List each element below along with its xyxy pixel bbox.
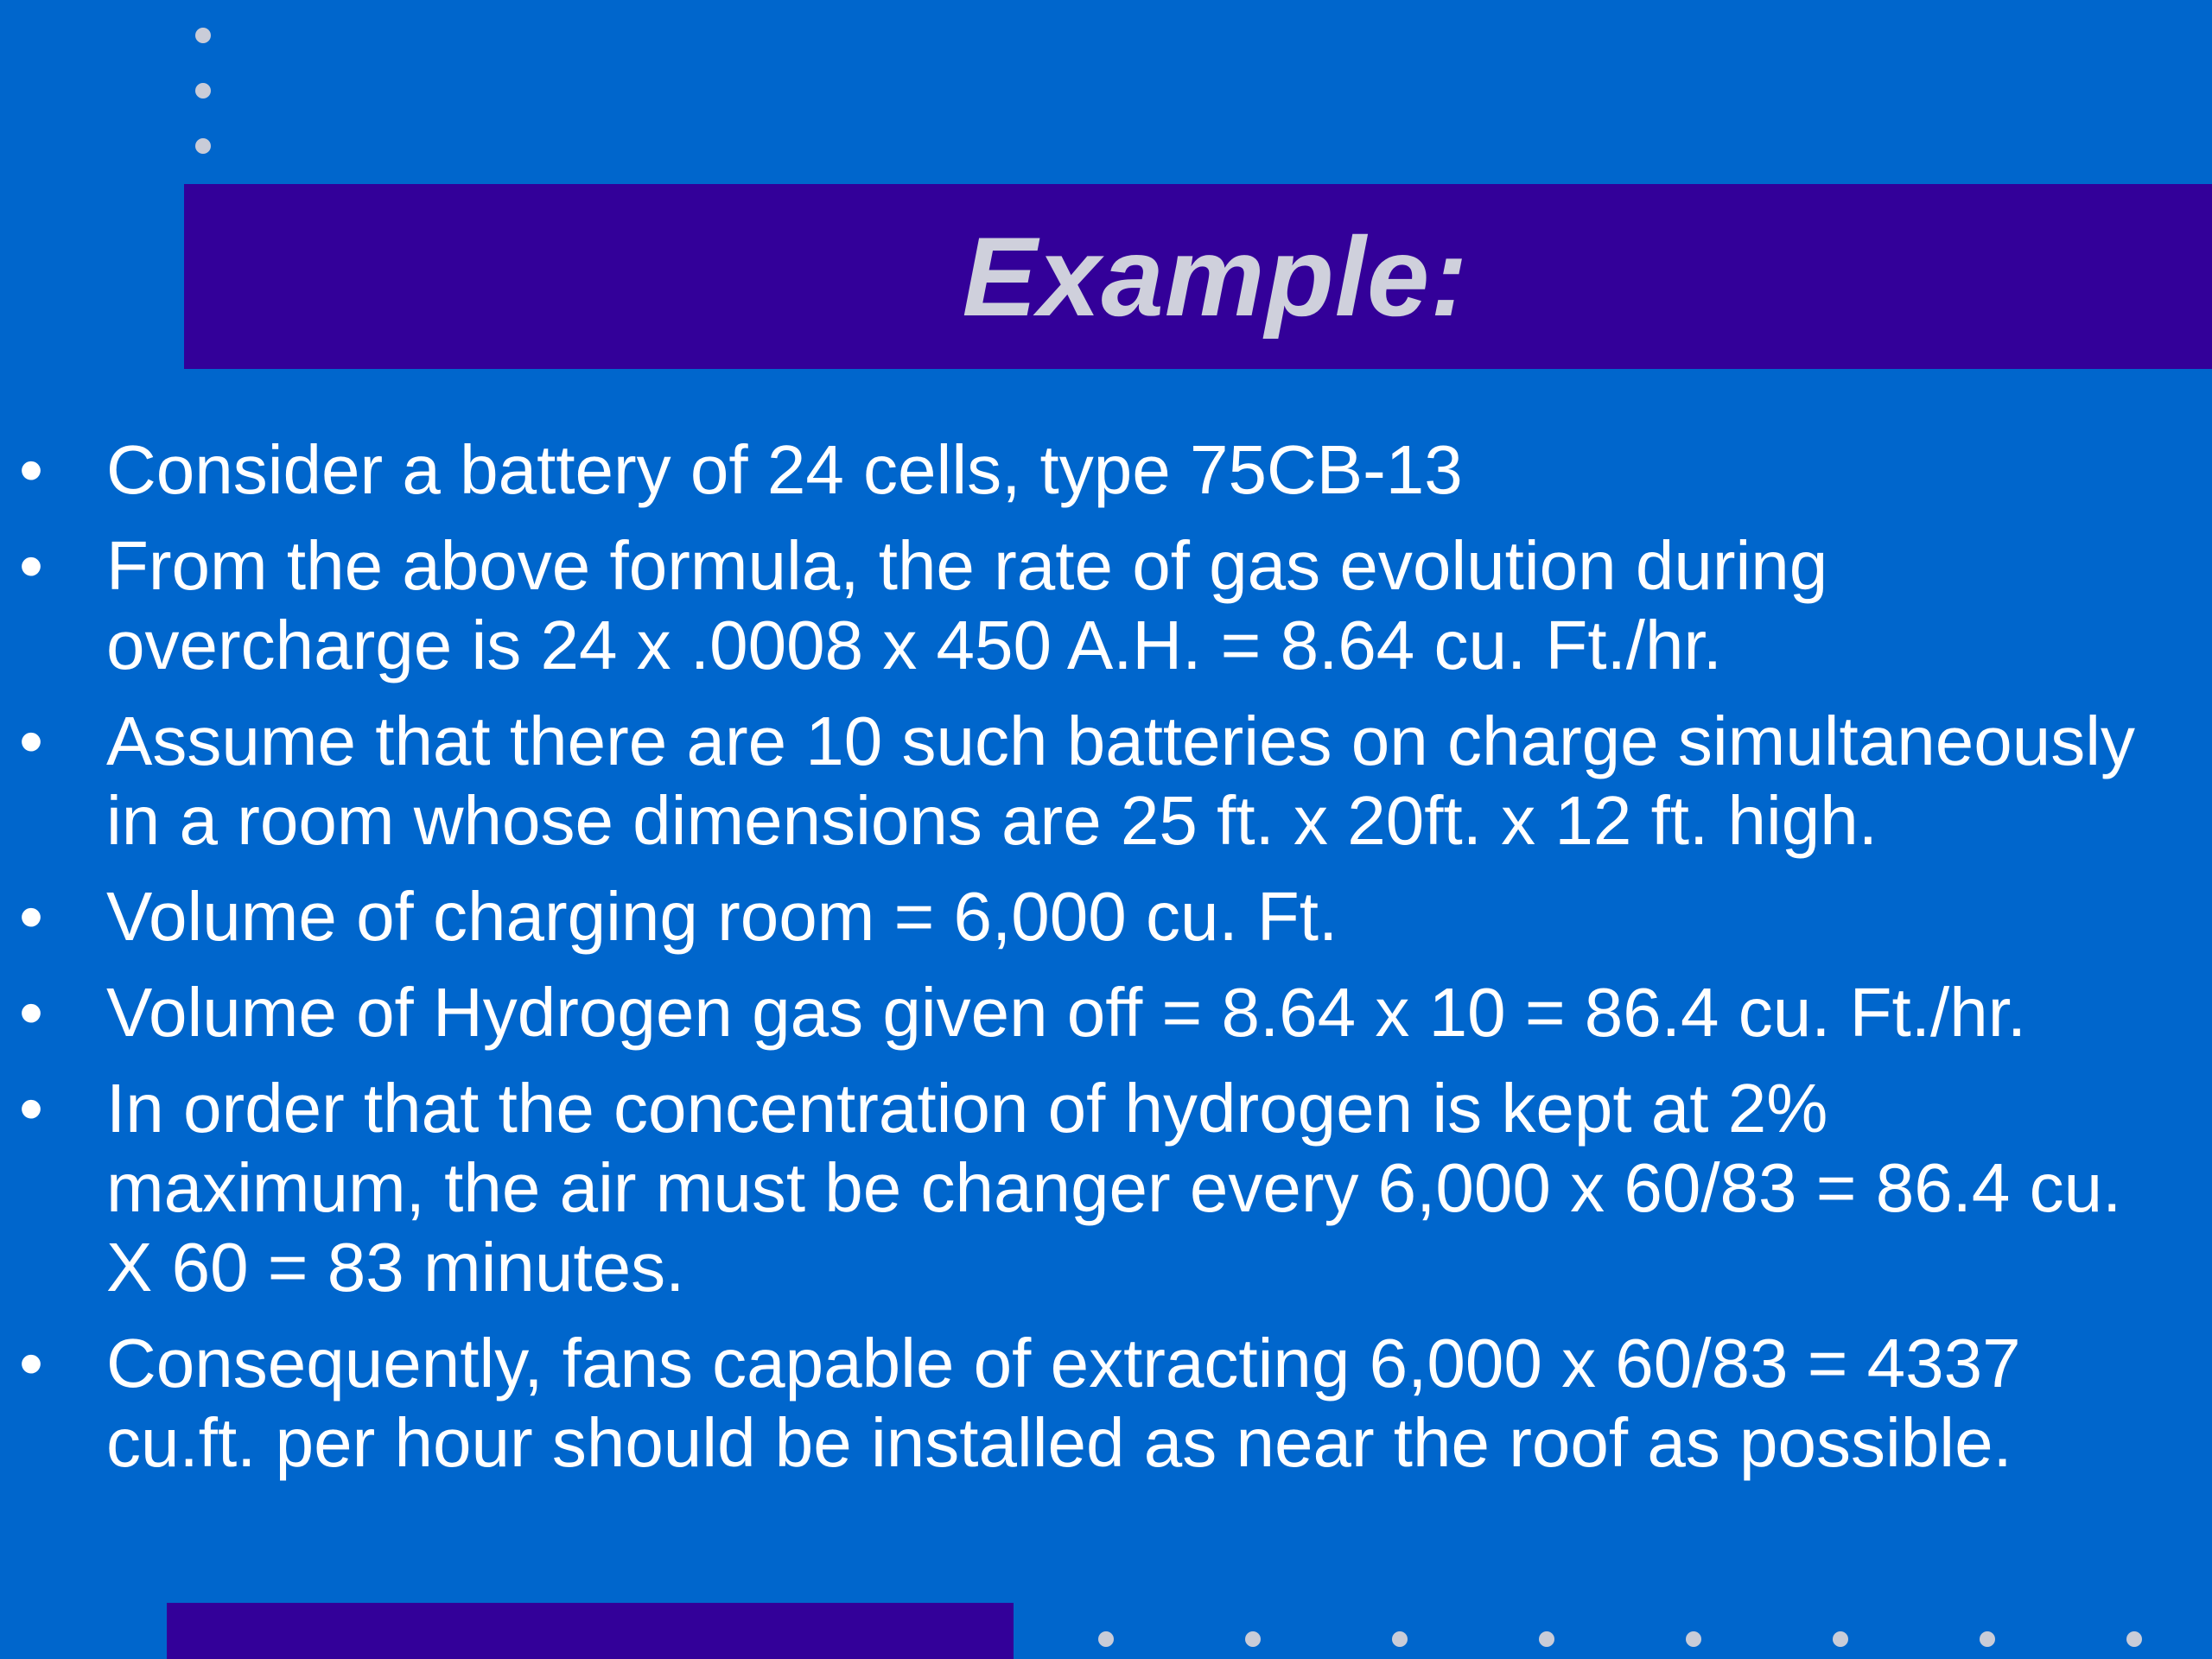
bullet-text: Volume of Hydrogen gas given off = 8.64 x 10 = 86.4 cu. Ft./hr. [106,974,2027,1051]
decor-dot-top-1 [195,28,211,43]
bullet-marker: • [19,527,44,604]
bullet-marker: • [19,1070,44,1147]
decor-dot-bottom-7 [1980,1631,1995,1647]
bullet-text: From the above formula, the rate of gas evolution during overcharge is 24 x .0008 x 450 A.H. = 8.64 cu. Ft./hr. [106,527,1828,683]
decor-dot-bottom-2 [1245,1631,1261,1647]
bullet-item [0,973,2163,1052]
decor-dot-bottom-1 [1098,1631,1114,1647]
decor-dot-top-2 [195,83,211,99]
bullet-text: Consider a battery of 24 cells, type 75CB-13 [106,431,1463,508]
bullet-marker: • [19,702,44,779]
bullet-item [0,1069,2163,1307]
bullet-text: In order that the concentration of hydrogen is kept at 2% maximum, the air must be changer every 6,000 x 60/83 = 86.4 cu. X 60 = 83 minutes. [106,1070,2122,1306]
bottom-accent-bar [167,1603,1014,1659]
title-bar [184,184,2212,369]
decor-dot-bottom-5 [1686,1631,1701,1647]
bullet-item [0,1324,2163,1483]
bullet-list [0,430,2212,1499]
decor-dot-bottom-6 [1833,1631,1848,1647]
bullet-text: Consequently, fans capable of extracting 6,000 x 60/83 = 4337 cu.ft. per hour should be installed as near the roof as possible. [106,1325,2021,1481]
bullet-item [0,877,2163,957]
bullet-marker: • [19,878,44,955]
decor-dot-top-3 [195,138,211,154]
bullet-marker: • [19,974,44,1051]
bullet-text: Volume of charging room = 6,000 cu. Ft. [106,878,1338,955]
slide-title-text: Example: [962,213,1469,340]
decor-dot-bottom-8 [2126,1631,2142,1647]
bullet-marker: • [19,1325,44,1402]
bullet-text: Assume that there are 10 such batteries on charge simultaneously in a room whose dimensions are 25 ft. x 20ft. x 12 ft. high. [106,702,2135,859]
decor-dot-bottom-3 [1392,1631,1408,1647]
bullet-marker: • [19,431,44,508]
bullet-item [0,526,2163,685]
slide-title [184,184,2212,369]
decor-dot-bottom-4 [1539,1631,1554,1647]
bullet-item [0,702,2163,861]
bullet-item [0,430,2163,510]
